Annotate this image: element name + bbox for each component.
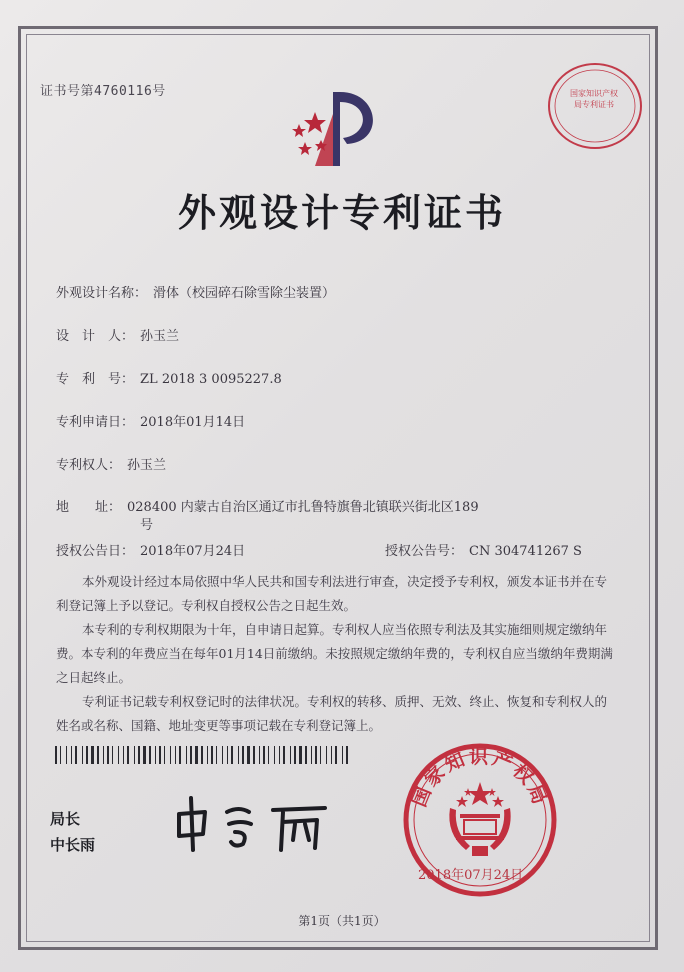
seal-text: 国家知识产权局 xyxy=(408,746,552,811)
certificate-title: 外观设计专利证书 xyxy=(177,190,506,235)
grant-date-value: 2018年07月24日 xyxy=(140,544,246,559)
svg-text:国家知识产权局 xyxy=(408,745,551,810)
patent-number-label: 专 利 号： xyxy=(56,372,135,387)
paragraph-1: 本外观设计经过本局依照中华人民共和国专利法进行审查，决定授予专利权，颁发本证书并在专利登记簿上予以登记。专利权自授权公告之日起生效。 xyxy=(56,574,608,613)
designer-value: 孙玉兰 xyxy=(140,329,180,344)
patent-office-logo-icon xyxy=(285,84,395,174)
announcement-number-label: 授权公告号： xyxy=(385,544,464,559)
field-design-name xyxy=(56,282,335,301)
filing-date-label: 专利申请日： xyxy=(56,415,135,430)
grant-date-label: 授权公告日： xyxy=(56,544,135,559)
barcode-icon xyxy=(55,746,355,764)
design-name-label: 外观设计名称： xyxy=(56,286,148,301)
top-stamp-text: 国家知识产权局专利证书 xyxy=(570,89,618,109)
field-announcement-number xyxy=(385,540,582,559)
page-footer: 第1页（共1页） xyxy=(298,914,386,928)
paragraph-3: 专利证书记载专利权登记时的法律状况。专利权的转移、质押、无效、终止、恢复和专利权人的姓名或名称、国籍、地址变更等事项记载在专利登记簿上。 xyxy=(56,694,608,733)
field-patentee xyxy=(56,454,166,473)
handwritten-signature-icon xyxy=(165,788,345,858)
patent-number-value: ZL 2018 3 0095227.8 xyxy=(140,372,282,387)
design-name-value: 滑体（校园碎石除雪除尘装置） xyxy=(153,286,336,301)
designer-label: 设 计 人： xyxy=(56,329,135,344)
address-value: 028400 内蒙古自治区通辽市扎鲁特旗鲁北镇联兴街北区189 xyxy=(127,500,479,515)
field-address-line2 xyxy=(140,514,153,533)
certificate-number: 证书号第4760116号 xyxy=(40,84,166,99)
signature-role-line2: 中长雨 xyxy=(50,836,96,854)
address-label: 地 址： xyxy=(56,500,122,515)
field-grant-date xyxy=(56,540,245,559)
field-designer xyxy=(56,325,179,344)
field-filing-date xyxy=(56,411,245,430)
filing-date-value: 2018年01月14日 xyxy=(140,415,246,430)
patentee-label: 专利权人： xyxy=(56,458,122,473)
field-patent-number xyxy=(56,368,282,387)
announcement-number-value: CN 304741267 S xyxy=(469,544,582,559)
signature-role-line1: 局长 xyxy=(50,810,81,828)
paragraph-2: 本专利的专利权期限为十年，自申请日起算。专利权人应当依照专利法及其实施细则规定缴纳年费。本专利的年费应当在每年01月14日前缴纳。未按照规定缴纳年费的，专利权自应当缴纳年费期满之日起终止。 xyxy=(56,622,613,685)
seal-date: 2018年07月24日 xyxy=(418,868,524,883)
patentee-value: 孙玉兰 xyxy=(127,458,167,473)
address-value-line2: 号 xyxy=(140,518,154,533)
field-address xyxy=(56,496,479,515)
